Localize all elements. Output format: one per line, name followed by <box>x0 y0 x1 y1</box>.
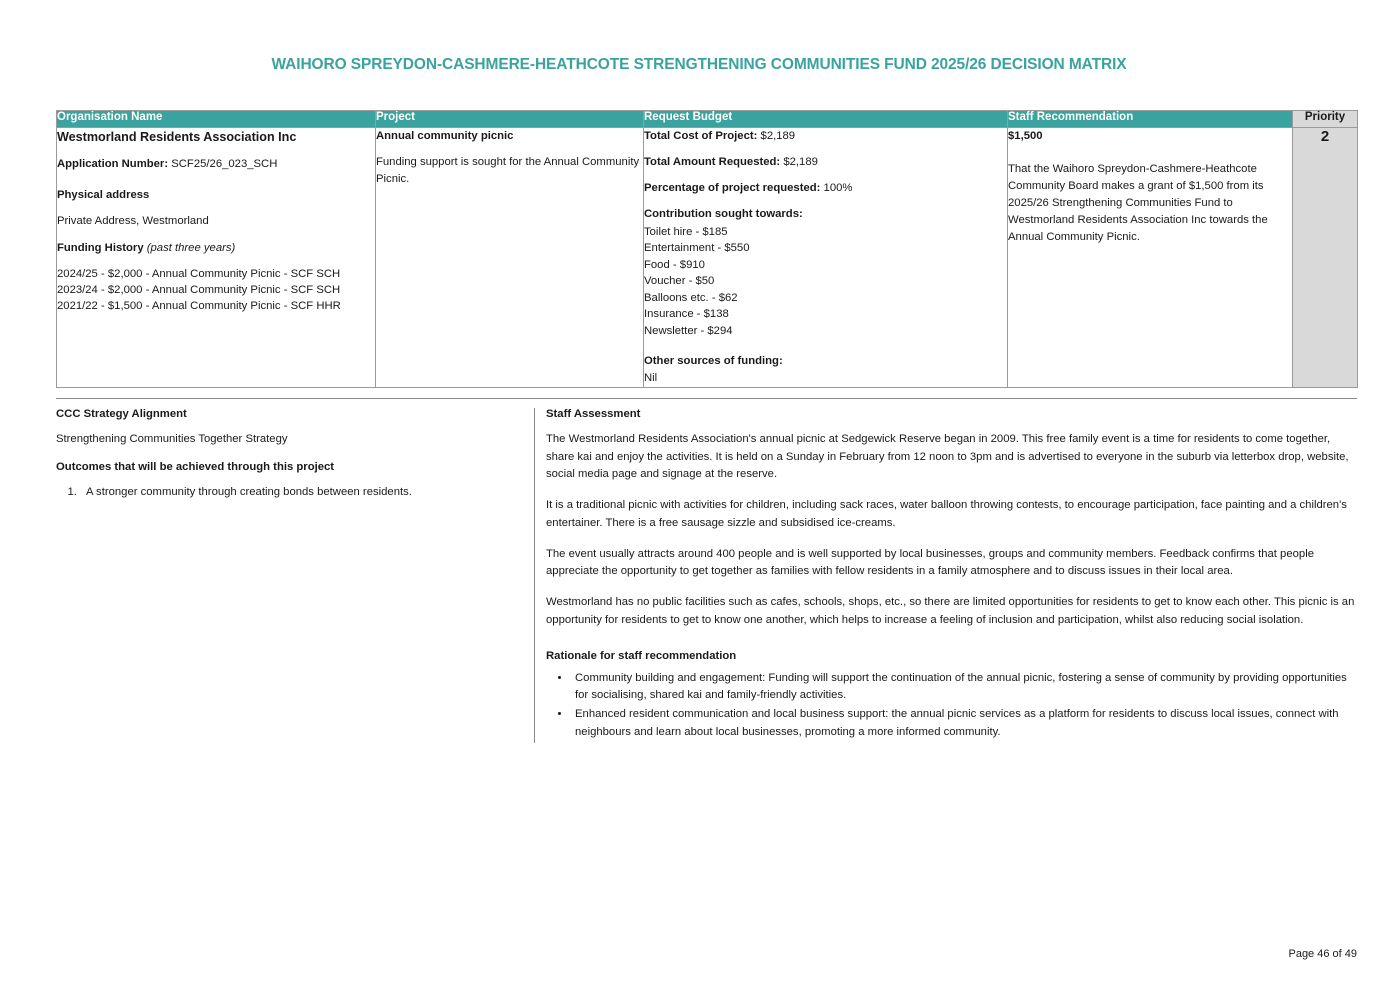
cell-organisation <box>57 128 376 388</box>
rationale-list <box>546 670 1357 742</box>
column-header-priority: Priority <box>1293 111 1358 128</box>
cell-priority: 2 <box>1293 128 1358 388</box>
recommended-amount: $1,500 <box>1008 130 1043 142</box>
funding-history-label: Funding History <box>57 241 144 254</box>
strategy-alignment-value: Strengthening Communities Together Strategy <box>56 433 288 445</box>
cell-staff-recommendation <box>1008 128 1293 388</box>
total-cost-value: $2,189 <box>760 130 796 142</box>
contribution-item: Newsletter - $294 <box>644 324 733 337</box>
other-sources-value: Nil <box>644 372 658 385</box>
funding-history-note: (past three years) <box>146 241 236 254</box>
details-section <box>56 408 1357 743</box>
percentage-label: Percentage of project requested: <box>644 182 821 195</box>
column-header-request-budget: Request Budget <box>644 111 1008 128</box>
assessment-paragraph: The event usually attracts around 400 people and is well supported by local businesses, groups and community members. Feedback confirms that people appreciate the opportunity to get together as families with fellow residents in a family atmosphere and to discuss issues in their local area. <box>546 547 1314 578</box>
table-header-row <box>57 111 1358 128</box>
page-title: WAIHORO SPREYDON-CASHMERE-HEATHCOTE STRENGTHENING COMMUNITIES FUND 2025/26 DECISION MATRIX <box>271 56 1127 73</box>
contribution-item: Toilet hire - $185 <box>644 225 728 238</box>
outcomes-heading: Outcomes that will be achieved through this project <box>56 460 335 473</box>
total-cost-label: Total Cost of Project: <box>644 130 758 142</box>
decision-matrix-table <box>56 110 1358 388</box>
physical-address-label: Physical address <box>57 189 150 202</box>
funding-history-heading <box>57 240 375 257</box>
application-number-label: Application Number: <box>57 158 169 171</box>
contribution-item: Balloons etc. - $62 <box>644 291 738 304</box>
column-header-project: Project <box>376 111 644 128</box>
cell-project <box>376 128 644 388</box>
project-description: Funding support is sought for the Annual Community Picnic. <box>376 156 640 186</box>
strategy-alignment-heading: CCC Strategy Alignment <box>56 408 187 420</box>
total-requested-value: $2,189 <box>783 156 818 169</box>
assessment-paragraph: The Westmorland Residents Association's annual picnic at Sedgewick Reserve began in 2009. This free family event is a time for residents to come together, share kai and enjoy the activities. It is held on a Sunday in February from 12 noon to 3pm and is advertised to everyone in the suburb via letterbox drop, website, social media page and signage at the reserve. <box>546 433 1349 481</box>
column-header-organisation: Organisation Name <box>57 111 376 128</box>
assessment-paragraph: Westmorland has no public facilities such as cafes, schools, shops, etc., so there are limited opportunities for residents to get to know each other. This picnic is an opportunity for residents to get to know one another, which helps to increase a feeling of inclusion and participation, whilst also reducing social isolation. <box>546 596 1355 626</box>
page-number-footer: Page 46 of 49 <box>1288 948 1357 960</box>
total-cost-of-project <box>644 128 1007 145</box>
assessment-paragraph: It is a traditional picnic with activities for children, including sack races, water balloon throwing contests, to encourage participation, face painting and a children's entertainer. There is a free sausage sizzle and subsidised ice-creams. <box>546 499 1347 529</box>
contribution-item: Voucher - $50 <box>644 275 715 288</box>
contribution-item: Entertainment - $550 <box>644 242 750 255</box>
cell-request-budget <box>644 128 1008 388</box>
table-row <box>57 128 1358 388</box>
strategy-alignment-panel <box>56 408 534 743</box>
percentage-value: 100% <box>823 182 853 195</box>
project-title: Annual community picnic <box>376 130 514 142</box>
physical-address-value: Private Address, Westmorland <box>57 215 209 228</box>
column-header-staff-recommendation: Staff Recommendation <box>1008 111 1293 128</box>
funding-history-item: 2024/25 - $2,000 - Annual Community Picnic - SCF SCH <box>57 267 341 280</box>
contribution-item: Insurance - $138 <box>644 308 729 321</box>
list-item: 1. A stronger community through creating bonds between residents. <box>80 484 522 502</box>
total-requested-label: Total Amount Requested: <box>644 156 781 169</box>
contribution-sought-label: Contribution sought towards: <box>644 208 803 221</box>
staff-assessment-heading: Staff Assessment <box>546 408 641 420</box>
organisation-name: Westmorland Residents Association Inc <box>57 130 297 144</box>
section-divider <box>56 398 1357 399</box>
rationale-heading: Rationale for staff recommendation <box>546 649 737 662</box>
other-sources-label: Other sources of funding: <box>644 355 783 368</box>
percentage-of-project-requested <box>644 180 1007 197</box>
application-number-value: SCF25/26_023_SCH <box>171 158 278 171</box>
contribution-item: Food - $910 <box>644 258 705 271</box>
outcomes-list <box>56 484 522 502</box>
list-item: • Community building and engagement: Funding will support the continuation of the annual picnic, fostering a sense of community by providing opportunities for socialising, shared kai and family-friendly activities. <box>571 670 1357 705</box>
staff-assessment-panel <box>535 408 1357 743</box>
list-item: • Enhanced resident communication and local business support: the annual picnic services as a platform for residents to discuss local issues, connect with neighbours and learn about local businesses, promoting a more informed community. <box>571 706 1357 741</box>
funding-history-item: 2023/24 - $2,000 - Annual Community Picnic - SCF SCH <box>57 283 341 296</box>
application-number <box>57 156 375 173</box>
funding-history-item: 2021/22 - $1,500 - Annual Community Picnic - SCF HHR <box>57 299 341 312</box>
total-amount-requested <box>644 154 1007 171</box>
recommendation-text: That the Waihoro Spreydon-Cashmere-Heathcote Community Board makes a grant of $1,500 from its 2025/26 Strengthening Communities Fund to Westmorland Residents Association Inc towards the Annual Community Picnic. <box>1008 163 1268 243</box>
